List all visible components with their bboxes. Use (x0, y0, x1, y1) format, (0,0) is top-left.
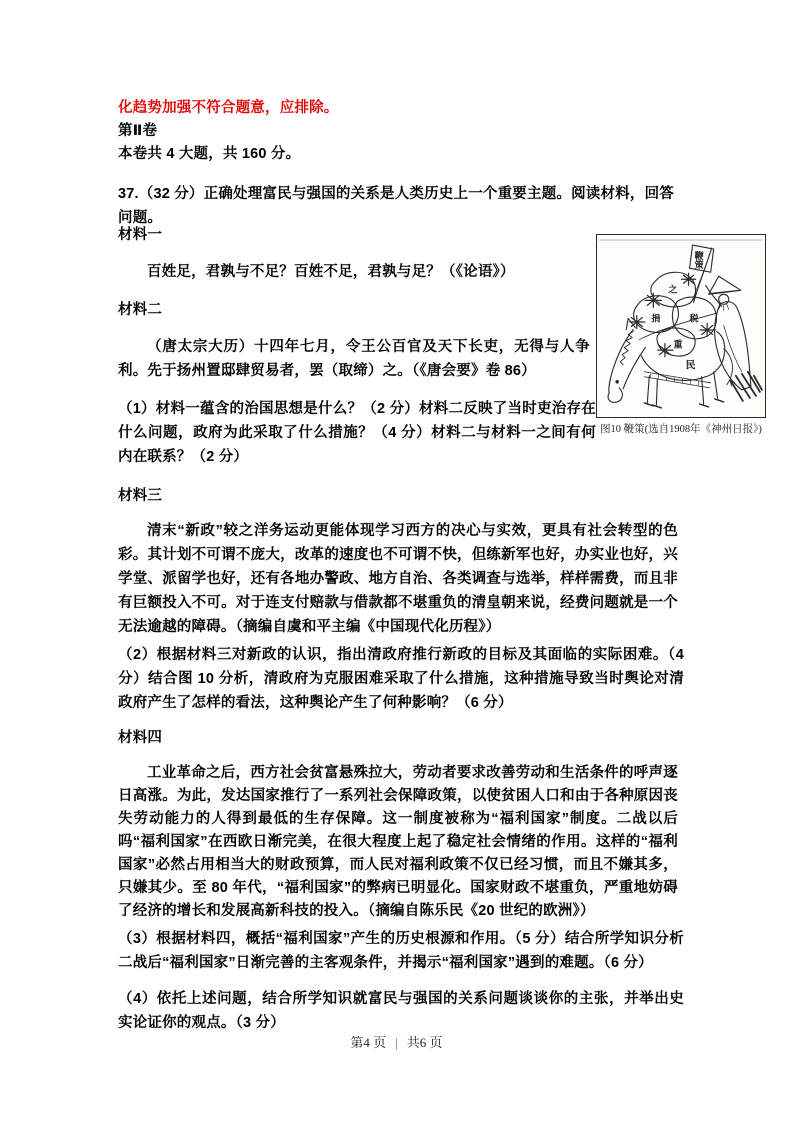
footer-page-number: 第4 页 (350, 1035, 387, 1050)
material-3-label: 材料三 (118, 488, 163, 504)
figure-caption: 图10 鞭策(选自1908年《神州日报》) (600, 424, 762, 435)
material-4-text: 工业革命之后，西方社会贫富悬殊拉大，劳动者要求改善劳动和生活条件的呼声逐日高涨。为此，发达国家推行了一系列社会保障政策，以使贫困人口和由于各种原因丧失劳动能力的人得到最低的生存保障。这一制度被称为“福利国家”制度。二战以后吗“福利国家”在西欧日渐完美，在很大程度上起了稳定社会情绪的作用。这样的“福利国家”必然占用相当大的财政预算，而人民对福利政策不仅已经习惯，而且不嫌其多，只嫌其少。至 80 年代，“福利国家”的弊病已明显化。国家财政不堪重负，严重地妨碍了经济的增长和发展高新科技的投入。（摘编自陈乐民《20 世纪的欧洲》） (118, 765, 678, 919)
question-intro: 37.（32 分）正确处理富民与强国的关系是人类历史上一个重要主题。阅读材料，回答问题。 (118, 186, 675, 226)
sub-question-4: （4）依托上述问题，结合所学知识就富民与强国的关系问题谈谈你的主张，并举出史实论证你的观点。（3 分） (118, 991, 684, 1031)
sub-question-3: （3）根据材料四，概括“福利国家”产生的历史根源和作用。（5 分）结合所学知识分析二战后“福利国家”日渐完善的主客观条件，并揭示“福利国家”遇到的难题。（6 分） (118, 931, 684, 971)
material-1-text: 百姓足，君孰与不足？百姓不足，君孰与足？（《论语》） (147, 264, 515, 280)
red-annotation-text: 化趋势加强不符合题意，应排除。 (118, 100, 339, 116)
volume-info: 本卷共 4 大题，共 160 分。 (118, 146, 301, 162)
sub-question-1: （1）材料一蕴含的治国思想是什么？（2 分）材料二反映了当时吏治存在什么问题，政府为此采取了什么措施？（4 分）材料二与材料一之间有何内在联系？（2 分） (118, 401, 596, 465)
sack-label-zhong: 重 (673, 339, 683, 350)
volume-title: 第Ⅱ卷 (118, 123, 158, 139)
sack-label-zhi: 之 (668, 284, 678, 295)
footer-separator: | (395, 1035, 398, 1050)
material-4-label: 材料四 (118, 730, 163, 746)
cartoon-drawing (597, 235, 765, 417)
footer-total-pages: 共6 页 (406, 1035, 443, 1050)
material-1-label: 材料一 (118, 227, 163, 243)
sub-question-2: （2）根据材料三对新政的认识，指出清政府推行新政的目标及其面临的实际困难。（4 分）结合图 10 分析，清政府为克服困难采取了什么措施，这种措施导致当时舆论对清政府产生了怎样的看法，这种舆论产生了何种影响？（6 分） (118, 647, 684, 711)
material-2-label: 材料二 (118, 302, 163, 318)
cartoon-figure (596, 234, 766, 418)
page-footer (0, 1032, 793, 1051)
donkey-label-min: 民 (685, 360, 696, 372)
whip-flag-label: 鞭策 (693, 251, 704, 270)
material-2-text: （唐太宗大历）十四年七月，令王公百官及天下长吏，无得与人争利。先于扬州置邸肆贸易者，罢（取缔）之。（《唐会要》卷 86） (118, 339, 590, 379)
material-3-text: 清末“新政”较之洋务运动更能体现学习西方的决心与实效，更具有社会转型的色彩。其计划不可谓不庞大，改革的速度也不可谓不快，但练新军也好，办实业也好，兴学堂、派留学也好，还有各地办警政、地方自治、各类调查与选举，样样需费，而且非有巨额投入不可。对于连支付赔款与借款都不堪重负的清皇朝来说，经费问题就是一个无法逾越的障碍。（摘编自虞和平主编《中国现代化历程》） (118, 523, 678, 635)
sack-label-shui: 税 (689, 313, 699, 324)
sack-label-juan: 捐 (651, 313, 661, 324)
